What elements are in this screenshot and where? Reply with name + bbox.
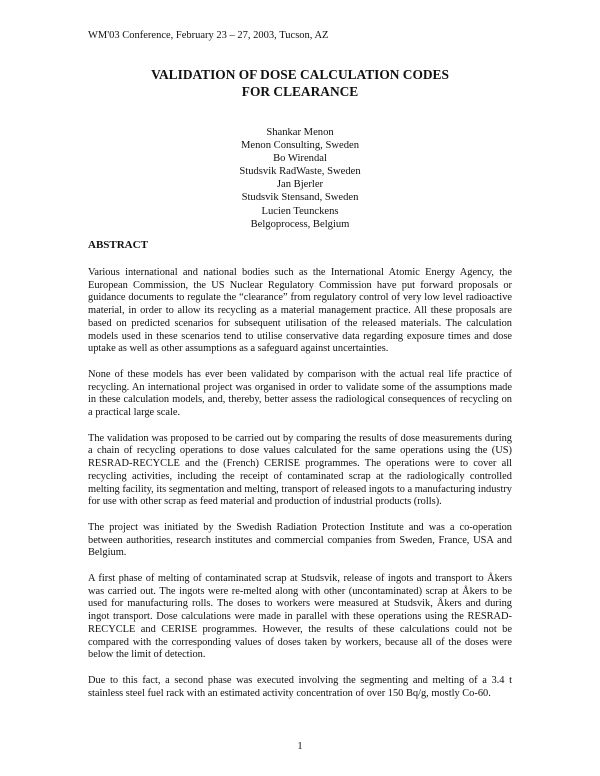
author-affiliation: Studsvik RadWaste, Sweden [239, 166, 361, 178]
page-number: 1 [297, 741, 303, 752]
abstract-paragraph: The project was initiated by the Swedish Radiation Protection Institute and was a co-operation between authorities, research institutes and commercial companies from Sweden, France, USA and Belgium. [88, 521, 512, 559]
author-affiliation: Studsvik Stensand, Sweden [241, 192, 359, 204]
paper-title-line-2: FOR CLEARANCE [241, 84, 359, 99]
conference-header: WM'03 Conference, February 23 – 27, 2003, Tucson, AZ [88, 30, 329, 41]
paper-title [60, 66, 540, 100]
abstract-heading: ABSTRACT [88, 239, 148, 251]
abstract-paragraph: A first phase of melting of contaminated scrap at Studsvik, release of ingots and transport to Åkers was carried out. The ingots were re-melted along with other (uncontaminated) scrap at Åkers to be used for manufacturing rolls. The doses to workers were measured at Studsvik, Åkers and during ingot transport. Dose calculations were made in parallel with these operations using the RESRAD-RECYCLE and CERISE programmes. However, the results of these calculations could not be compared with the corresponding values of doses taken by workers, because all of the doses were below the limit of detection. [88, 573, 512, 661]
abstract-paragraph: Various international and national bodies such as the International Atomic Energy Agency, the European Commission, the US Nuclear Regulatory Commission have put forward proposals or guidance documents to regulate the “clearance” from regulatory control of very low level radioactive material, in order to allow its recycling as a material management practice. All these proposals are based on predicted scenarios for subsequent utilisation of the released materials. The calculation models used in these scenarios tend to utilise conservative data regarding exposure times and dose uptake as well as other assumptions as a safeguard against uncertainties. [88, 267, 512, 355]
author-affiliation: Belgoprocess, Belgium [250, 218, 350, 230]
author-block [150, 126, 450, 231]
abstract-paragraph: None of these models has ever been validated by comparison with the actual real life practice of recycling. An international project was organised in order to validate some of the assumptions made in these calculation models, and, thereby, better assess the radiological consequences of recycling on a practical large scale. [88, 368, 512, 419]
author-affiliation: Menon Consulting, Sweden [240, 140, 359, 152]
abstract-paragraph: The validation was proposed to be carried out by comparing the results of dose measurements during a chain of recycling operations to dose values calculated for the same operations using the (US) RESRAD-RECYCLE and the (French) CERISE programmes. The operations were to cover all recycling activities, including the receipt of contaminated scrap at the radiologically controlled melting facility, its segmentation and melting, transport of released ingots to a manufacturing industry for use with other scrap as feed material and production of industrial products (rolls). [88, 432, 512, 508]
author-name: Lucien Teunckens [261, 205, 339, 217]
author-name: Bo Wirendal [273, 153, 327, 165]
abstract-body [88, 267, 512, 713]
abstract-paragraph: Due to this fact, a second phase was executed involving the segmenting and melting of a 3.4 t stainless steel fuel rack with an estimated activity concentration of over 150 Bq/g, mostly Co-60. [88, 674, 512, 699]
author-name: Shankar Menon [266, 127, 334, 138]
author-name: Jan Bjerler [276, 179, 324, 191]
paper-title-line-1: VALIDATION OF DOSE CALCULATION CODES [151, 67, 449, 82]
